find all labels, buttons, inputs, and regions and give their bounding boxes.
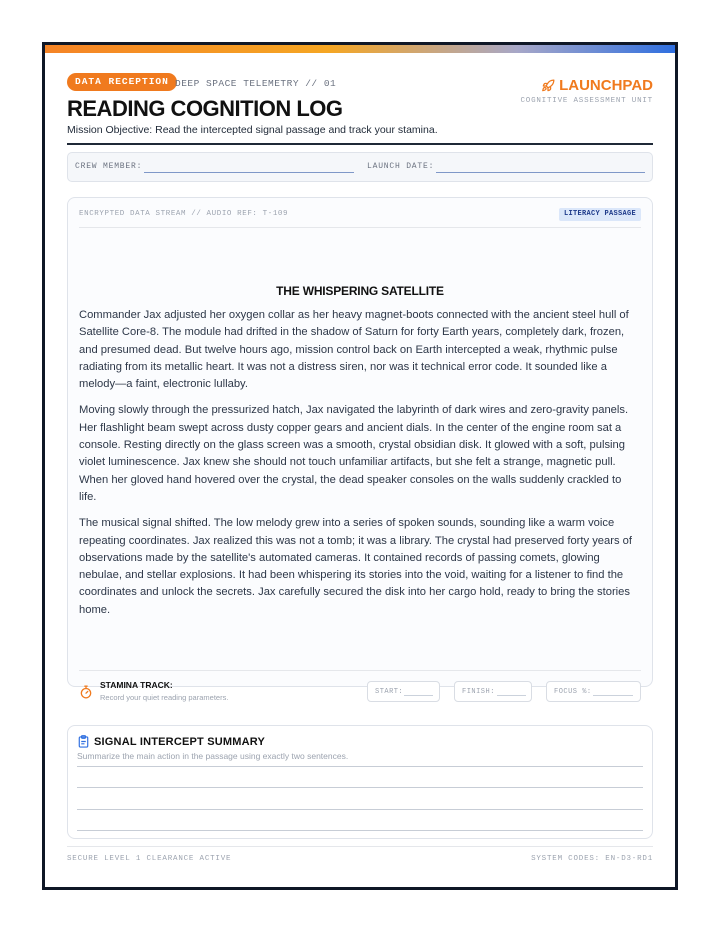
focus-label: FOCUS %: — [554, 688, 592, 696]
data-stream-label: ENCRYPTED DATA STREAM // AUDIO REF: T-109 — [79, 210, 289, 218]
page-title: READING COGNITION LOG — [67, 96, 343, 121]
focus-percent-field[interactable] — [546, 681, 641, 702]
data-reception-badge: DATA RECEPTION — [67, 73, 177, 91]
literacy-passage-tag: LITERACY PASSAGE — [559, 208, 641, 221]
header-divider — [67, 143, 653, 145]
answer-line[interactable] — [77, 766, 643, 767]
crew-info-box — [67, 152, 653, 182]
story-title: THE WHISPERING SATELLITE — [276, 284, 444, 298]
story-paragraph: The musical signal shifted. The low melody grew into a series of spoken sounds, sounding like a warm voice repeating coordinates. Jax realized this was not a tomb; it was a library. The crystal had preserved forty years of observations made by the satellite's automated cameras. It contained records of passing comets, glowing nebulae, and stellar explosions. It had been whispering its stories into the void, waiting for a listener to find the coordinates and unlock the secrets. Jax carefully secured the disk into her cargo hold, ready to bring the stories home. — [79, 517, 633, 616]
clearance-footer: SECURE LEVEL 1 CLEARANCE ACTIVE — [67, 855, 232, 863]
brand-subtitle: COGNITIVE ASSESSMENT UNIT — [520, 97, 653, 105]
story-paragraph: Commander Jax adjusted her oxygen collar as her heavy magnet-boots connected with the ancient steel hull of Satellite Core-8. The module had drifted in the shadow of Saturn for forty Earth years, completely dark, frozen, and presumed dead. But twelve hours ago, mission control back on Earth intercepted a weak, rhythmic pulse radiating from its metallic heart. It was not a distress siren, nor was it technical error code. It sounded like a melody—a faint, electronic lullaby. — [79, 309, 629, 391]
story-body — [79, 307, 641, 628]
rocket-icon — [541, 79, 555, 93]
finish-label: FINISH: — [462, 688, 495, 696]
system-codes-footer: SYSTEM CODES: EN-D3-RD1 — [531, 855, 653, 863]
passage-divider — [79, 227, 641, 228]
passage-panel — [67, 197, 653, 702]
finish-time-field[interactable] — [454, 681, 532, 702]
summary-instructions: Summarize the main action in the passage using exactly two sentences. — [77, 751, 349, 761]
focus-blank — [593, 695, 633, 696]
footer-divider — [67, 846, 653, 847]
worksheet-page — [42, 42, 678, 890]
stamina-subtitle: Record your quiet reading parameters. — [100, 693, 229, 702]
launch-date-label: LAUNCH DATE: — [367, 162, 435, 171]
answer-line[interactable] — [77, 830, 643, 831]
launch-date-field[interactable] — [436, 172, 645, 173]
summary-panel — [67, 725, 653, 839]
start-label: START: — [375, 688, 404, 696]
finish-blank — [497, 695, 526, 696]
stamina-divider — [79, 670, 641, 671]
answer-line[interactable] — [77, 809, 643, 810]
brand-name: LAUNCHPAD — [559, 77, 653, 94]
summary-title: SIGNAL INTERCEPT SUMMARY — [94, 736, 266, 748]
crew-member-label: CREW MEMBER: — [75, 162, 143, 171]
story-paragraph: Moving slowly through the pressurized hatch, Jax navigated the labyrinth of dark wires and zero-gravity panels. Her flashlight beam swept across dusty copper gears and ancient dials. In the center of the engine room sat a console. Resting directly on the glass screen was a smooth, crystal obsidian disk. It glowed with a soft, pulsing violet luminescence. Jax knew she should not touch unfamiliar artifacts, but she felt a strange, magnetic pull. When her gloved hand hovered over the crystal, the dead speaker consoles on the walls suddenly crackled to life. — [79, 404, 629, 503]
stamina-title: STAMINA TRACK: — [100, 680, 173, 690]
start-time-field[interactable] — [367, 681, 440, 702]
gradient-top-bar — [45, 45, 675, 53]
clipboard-icon — [78, 735, 89, 748]
answer-line[interactable] — [77, 787, 643, 788]
brand-logo — [541, 77, 653, 94]
mission-objective: Mission Objective: Read the intercepted signal passage and track your stamina. — [67, 124, 438, 136]
stopwatch-icon — [79, 685, 93, 699]
telemetry-label: DEEP SPACE TELEMETRY // 01 — [175, 78, 337, 89]
crew-member-field[interactable] — [144, 172, 354, 173]
start-blank — [404, 695, 433, 696]
